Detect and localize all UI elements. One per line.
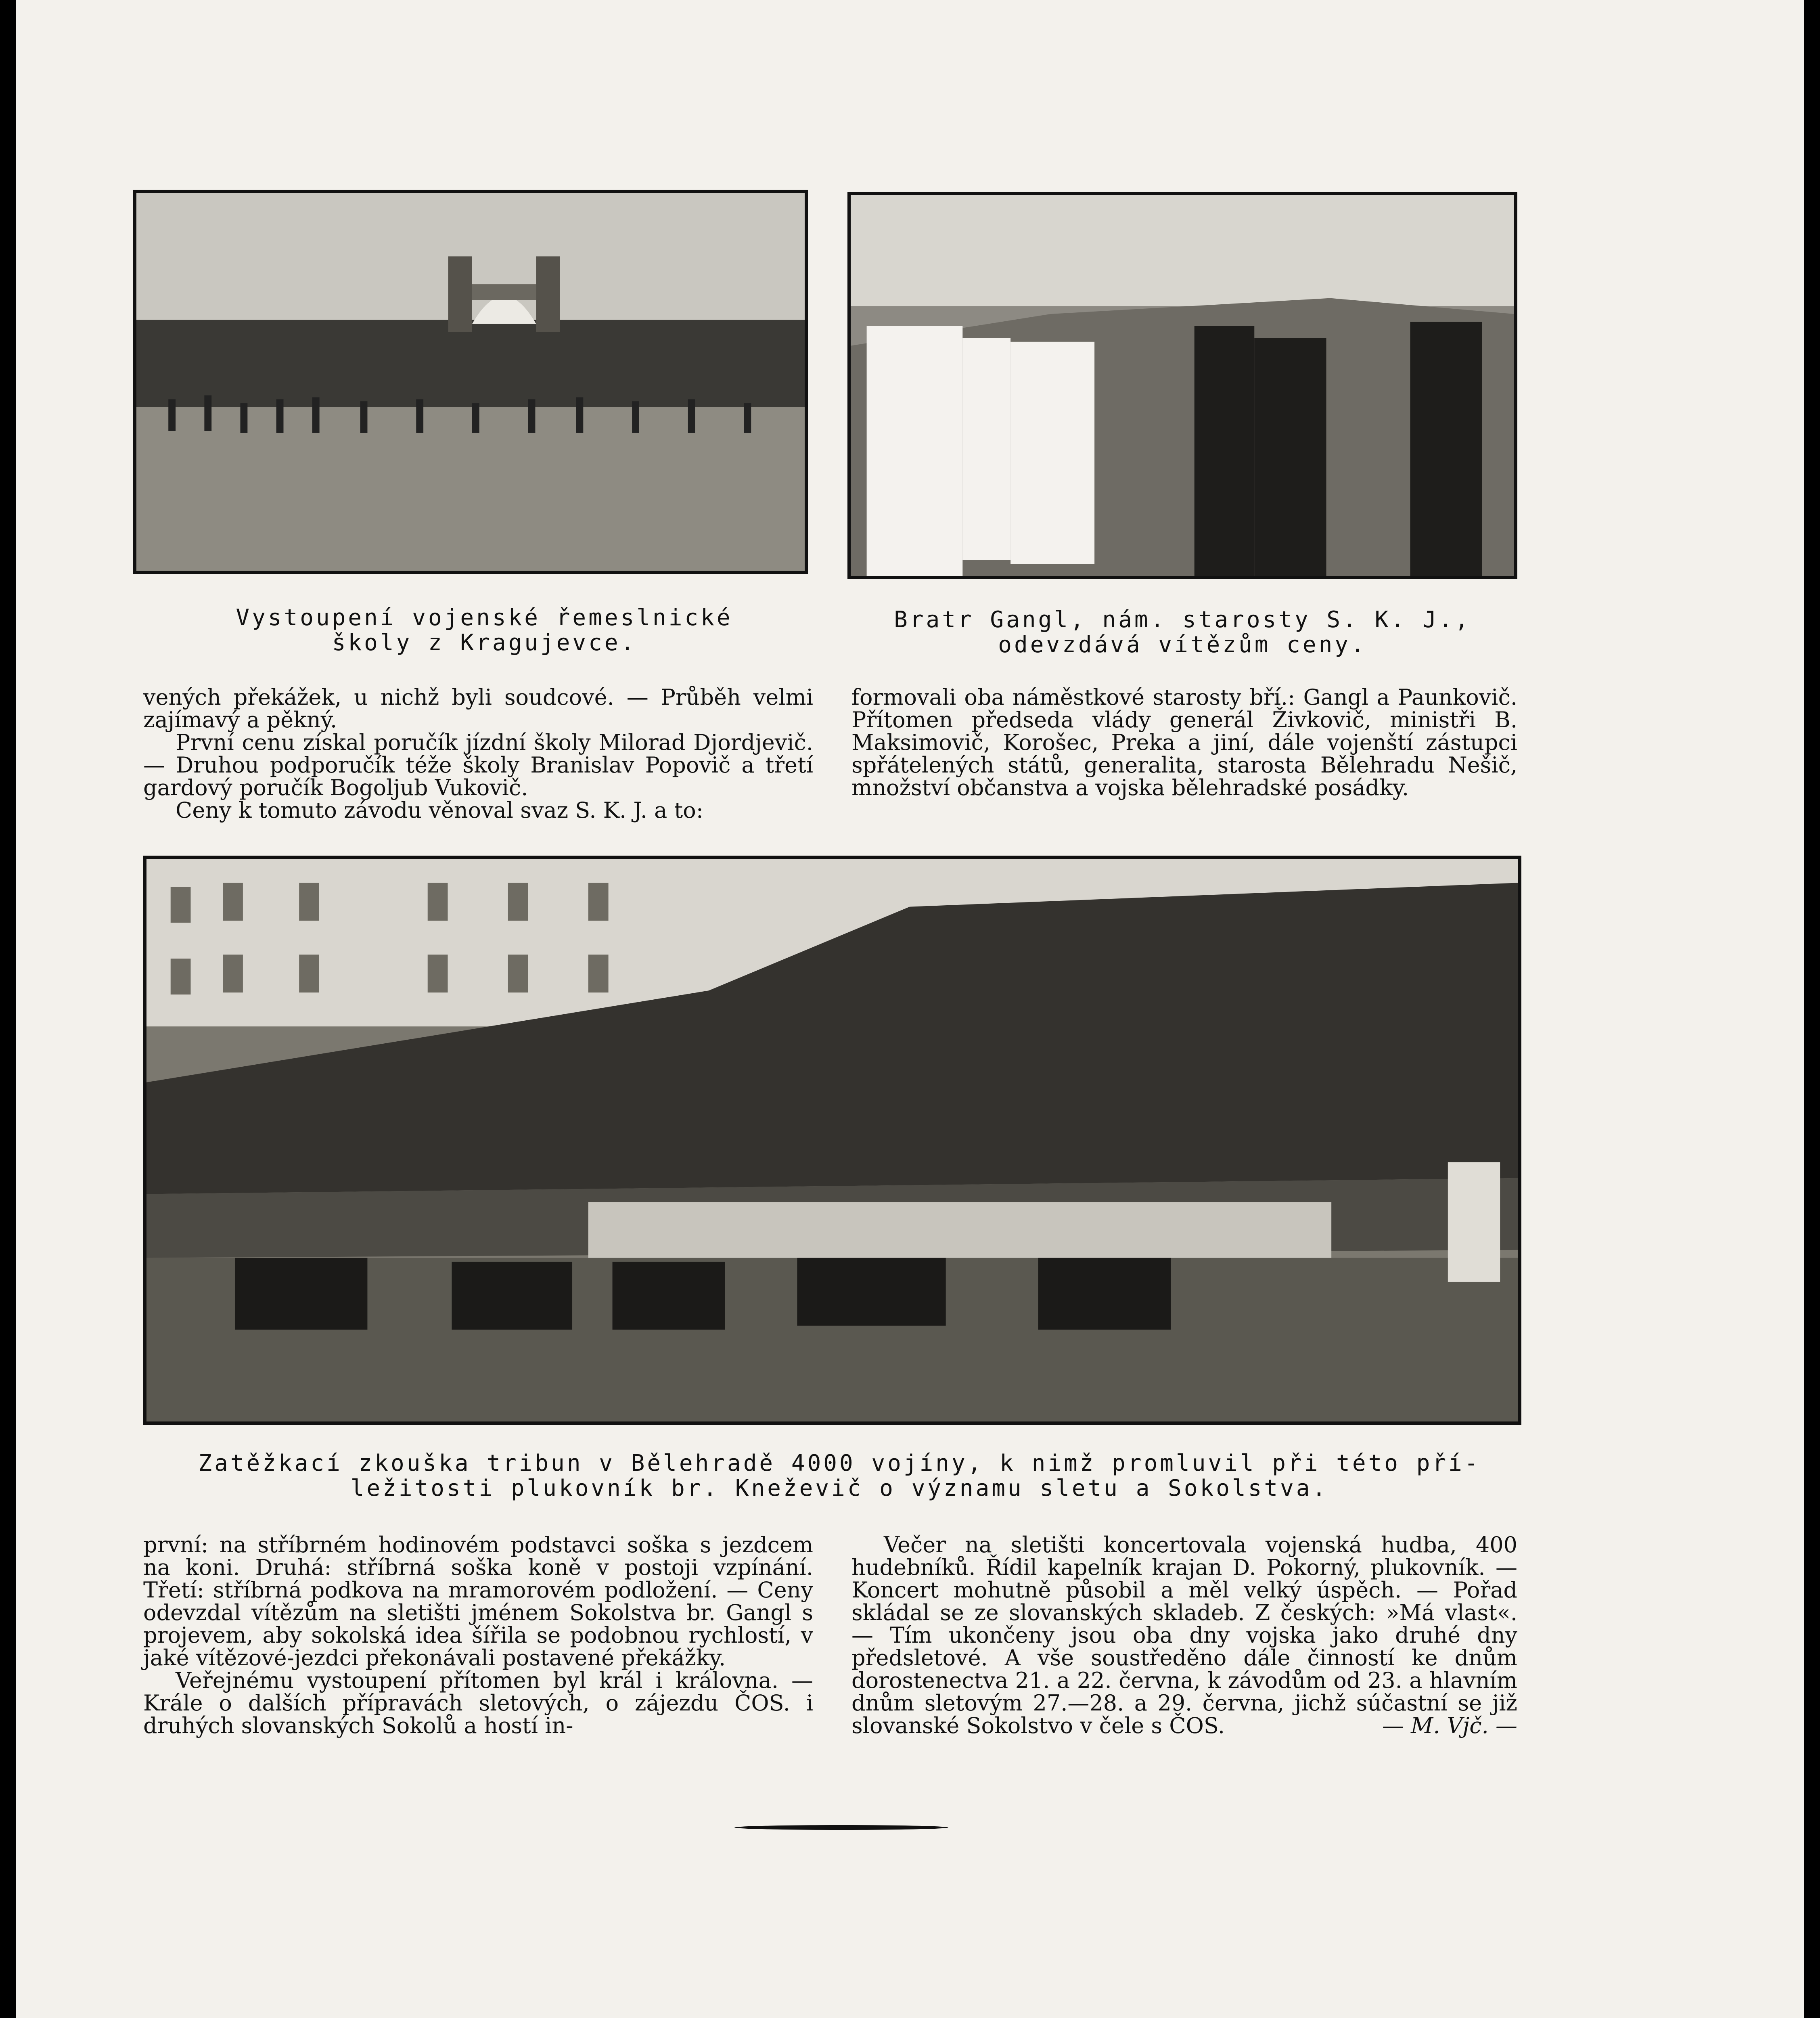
author-signature: — M. Vjč. — xyxy=(1382,1713,1517,1738)
caption-prize-giving xyxy=(856,607,1509,657)
paragraph: vených překážek, u nichž byli soudcové. — Průběh velmi zajímavý a pěkný. xyxy=(143,685,813,733)
caption-line: školy z Kragujevce. xyxy=(332,630,637,656)
photo-grandstand-test xyxy=(143,856,1521,1425)
caption-kragujevac xyxy=(149,605,819,655)
section-divider xyxy=(734,1825,948,1830)
scan-edge xyxy=(0,0,16,2018)
paragraph: Veřejnému vystoupení přítomen byl král i královna. — Krále o dalších přípravách sletových, o zájezdu ČOS. i druhých slovanských Sokolů a hostí in- xyxy=(143,1668,813,1738)
caption-line: Bratr Gangl, nám. starosty S. K. J., xyxy=(894,607,1471,633)
caption-line: ležitosti plukovník br. Kneževič o významu sletu a Sokolstva. xyxy=(350,1475,1328,1501)
caption-line: odevzdává vítězům ceny. xyxy=(998,632,1367,658)
text-column-lower-left xyxy=(143,1534,813,1737)
caption-line: Vystoupení vojenské řemeslnické xyxy=(236,605,733,631)
text-column-upper-left xyxy=(143,686,813,822)
paragraph: Ceny k tomuto závodu věnoval svaz S. K. J. a to: xyxy=(176,798,703,823)
paragraph: První cenu získal poručík jízdní školy Milorad Djordjevič. — Druhou podporučík téže školy Branislav Popovič a třetí gardový poručík Bogoljub Vukovič. xyxy=(143,730,813,800)
caption-grandstand-test xyxy=(153,1451,1525,1501)
photo-grandstand-image xyxy=(146,859,1518,1421)
photo-kragujevac-image xyxy=(136,193,805,571)
text-column-lower-right xyxy=(851,1534,1517,1737)
text-column-upper-right xyxy=(851,686,1517,799)
photo-prize-giving xyxy=(847,192,1517,579)
paragraph-text: Večer na sletišti koncertovala vojenská hudba, 400 hudebníků. Řídil kapelník krajan D. Pokorný, plukovník. — Koncert mohutně působil a měl velký úspěch. — Pořad skládal se ze slovanských skladeb. Z českých: »Má vlast«. — Tím ukončeny jsou oba dny vojska jako druhé dny předsletové. A vše soustředěno dále činností ke dnům dorostenectva 21. a 22. června, k závodům od 23. a hlavním dnům sletovým 27.—28. a 29. června, jichž súčastní se již slovanské Sokolstvo v čele s ČOS. xyxy=(851,1532,1517,1738)
photo-kragujevac-performance xyxy=(133,190,808,574)
paragraph: formovali oba náměstkové starosty bří.: Gangl a Paunkovič. Přítomen předseda vlády generál Živkovič, ministři B. Maksimovič, Korošec, Preka a jiní, dále vojenští zástupci spřátelených států, generalita, starosta Bělehradu Nešič, množství občanstva a vojska bělehradské posádky. xyxy=(851,685,1517,800)
photo-prize-giving-image xyxy=(851,195,1514,576)
paragraph: první: na stříbrném hodinovém podstavci soška s jezdcem na koni. Druhá: stříbrná soška koně v postoji vzpínání. Třetí: stříbrná podkova na mramorovém podložení. — Ceny odevzdal vítězům na sletišti jménem Sokolstva br. Gangl s projevem, aby sokolská idea šířila se podobnou rychlostí, v jaké vítězové-jezdci překonávali postavené překážky. xyxy=(143,1532,813,1671)
caption-line: Zatěžkací zkouška tribun v Bělehradě 4000 vojíny, k nimž promluvil při této pří- xyxy=(198,1450,1481,1476)
page xyxy=(16,0,1804,2018)
paragraph xyxy=(851,1534,1517,1737)
